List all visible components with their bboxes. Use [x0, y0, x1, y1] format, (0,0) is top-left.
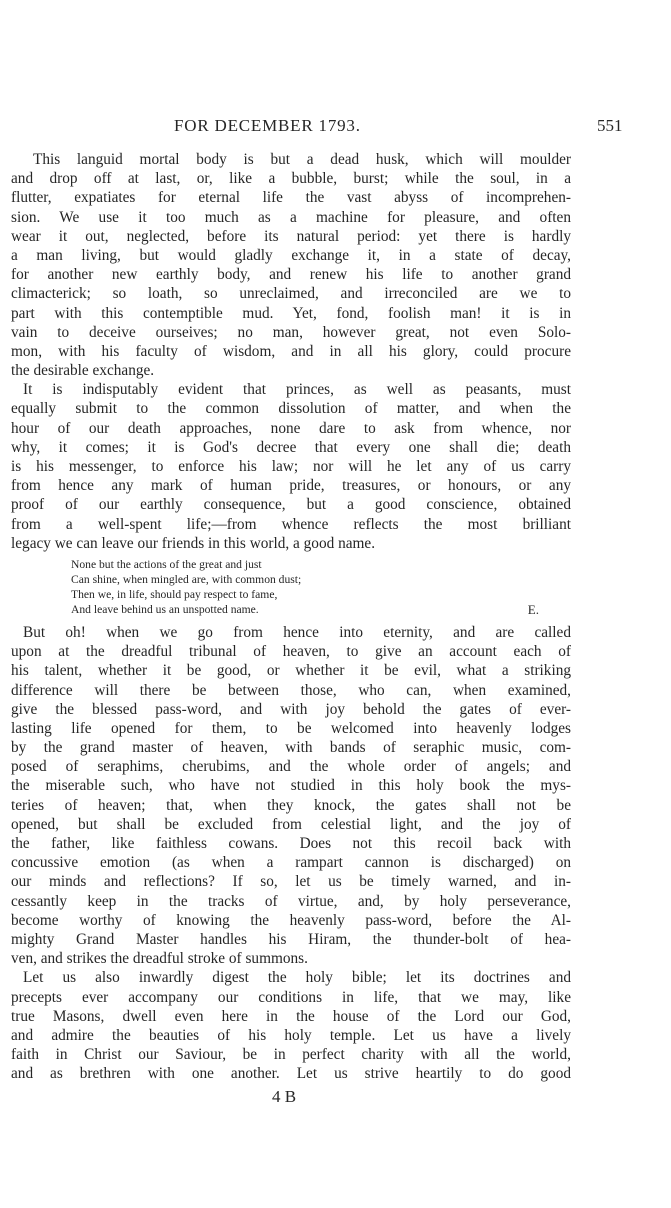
- running-title: FOR DECEMBER 1793.: [174, 116, 361, 135]
- text-line: teries of heaven; that, when they knock, the gates shall not be: [11, 796, 571, 814]
- text-line: wear it out, neglected, before its natural period: yet there is hardly: [11, 227, 571, 245]
- text-line: give the blessed pass-word, and with joy behold the gates of ever-: [11, 700, 571, 718]
- text-line: his talent, whether it be good, or whether it be evil, what a striking: [11, 662, 571, 680]
- text-line: flutter, expatiates for eternal life the vast abyss of incomprehen-: [11, 189, 571, 207]
- verse-line: Can shine, when mingled are, with common dust;: [71, 572, 302, 586]
- text-line: hour of our death approaches, none dare to ask from whence, nor: [11, 419, 571, 437]
- text-line: true Masons, dwell even here in the house of the Lord our God,: [11, 1007, 571, 1025]
- text-line: precepts ever accompany our conditions in life, that we may, like: [11, 988, 571, 1006]
- text-line: the miserable such, who have not studied in this holy book the mys-: [11, 777, 571, 795]
- verse-line: And leave behind us an unspotted name.: [71, 602, 259, 616]
- text-line: is his messenger, to enforce his law; nor will he let any of us carry: [11, 458, 571, 475]
- text-line: faith in Christ our Saviour, be in perfect charity with all the world,: [11, 1046, 571, 1064]
- paragraph-3: [11, 623, 571, 968]
- text-line: concussive emotion (as when a rampart cannon is discharged) on: [11, 854, 571, 872]
- text-line: the desirable exchange.: [11, 362, 155, 380]
- text-line: equally submit to the common dissolution of matter, and when the: [11, 400, 571, 418]
- signature-mark: 4 B: [272, 1087, 297, 1106]
- text-line: But oh! when we go from hence into eternity, and are called: [23, 623, 571, 641]
- verse-signature: E.: [527, 601, 539, 617]
- text-line: our minds and reflections? If so, let us be timely warned, and in-: [11, 873, 571, 891]
- text-line: vain to deceive ourseives; no man, however great, not even Solo-: [11, 323, 571, 341]
- verse-quotation: [11, 557, 571, 617]
- text-line: proof of our earthly consequence, but a good conscience, obtained: [11, 496, 571, 514]
- paragraph-1: [11, 150, 571, 380]
- text-block: [11, 150, 571, 1083]
- text-line: sion. We use it too much as a machine for pleasure, and often: [11, 208, 571, 226]
- text-line: upon at the dreadful tribunal of heaven, to give an account each of: [11, 643, 571, 661]
- text-line: opened, but shall be excluded from celestial light, and the joy of: [11, 815, 571, 833]
- paragraph-2: [11, 380, 571, 553]
- text-line: why, it comes; it is God's decree that every one shall die; death: [11, 438, 571, 456]
- text-line: mon, with his faculty of wisdom, and in all his glory, could procure: [11, 342, 571, 360]
- text-line: and as brethren with one another. Let us strive heartily to do good: [11, 1065, 571, 1083]
- text-line: for another new earthly body, and renew his life to another grand: [11, 266, 571, 284]
- text-line: become worthy of knowing the heavenly pass-word, before the Al-: [11, 911, 571, 929]
- text-line: and admire the beauties of his holy temple. Let us have a lively: [11, 1026, 571, 1044]
- text-line: legacy we can leave our friends in this world, a good name.: [11, 534, 376, 552]
- text-line: part with this contemptible mud. Yet, fond, foolish man! it is in: [11, 304, 571, 322]
- text-line: and drop off at last, or, like a bubble, burst; while the soul, in a: [11, 170, 571, 188]
- page-number: 551: [597, 116, 623, 135]
- text-line: climacterick; so loath, so unreclaimed, and irreconciled are we to: [11, 285, 571, 303]
- text-line: the father, like faithless cowans. Does not this recoil back with: [11, 835, 571, 852]
- text-line: mighty Grand Master handles his Hiram, the thunder-bolt of hea-: [11, 930, 571, 948]
- text-line: Let us also inwardly digest the holy bible; let its doctrines and: [23, 969, 571, 987]
- verse-line: Then we, in life, should pay respect to fame,: [71, 587, 278, 601]
- text-line: from hence any mark of human pride, treasures, or honours, or any: [11, 477, 571, 495]
- verse-line: None but the actions of the great and just: [71, 557, 262, 571]
- text-line: a man living, but would gladly exchange it, in a state of decay,: [11, 246, 571, 264]
- text-line: cessantly keep in the tracks of virtue, and, by holy perseverance,: [11, 892, 571, 910]
- text-line: by the grand master of heaven, with bands of seraphic music, com-: [11, 739, 571, 757]
- text-line: posed of seraphims, cherubims, and the whole order of angels; and: [11, 758, 571, 776]
- text-line: difference will there be between those, who can, when examined,: [11, 681, 571, 699]
- text-line: from a well-spent life;—from whence reflects the most brilliant: [11, 515, 571, 533]
- text-line: lasting life opened for them, to be welcomed into heavenly lodges: [11, 719, 571, 737]
- text-line: It is indisputably evident that princes, as well as peasants, must: [23, 381, 571, 399]
- paragraph-4: [11, 968, 571, 1083]
- text-line: ven, and strikes the dreadful stroke of summons.: [11, 950, 308, 968]
- running-head: [0, 116, 671, 140]
- text-line: This languid mortal body is but a dead husk, which will moulder: [33, 151, 571, 168]
